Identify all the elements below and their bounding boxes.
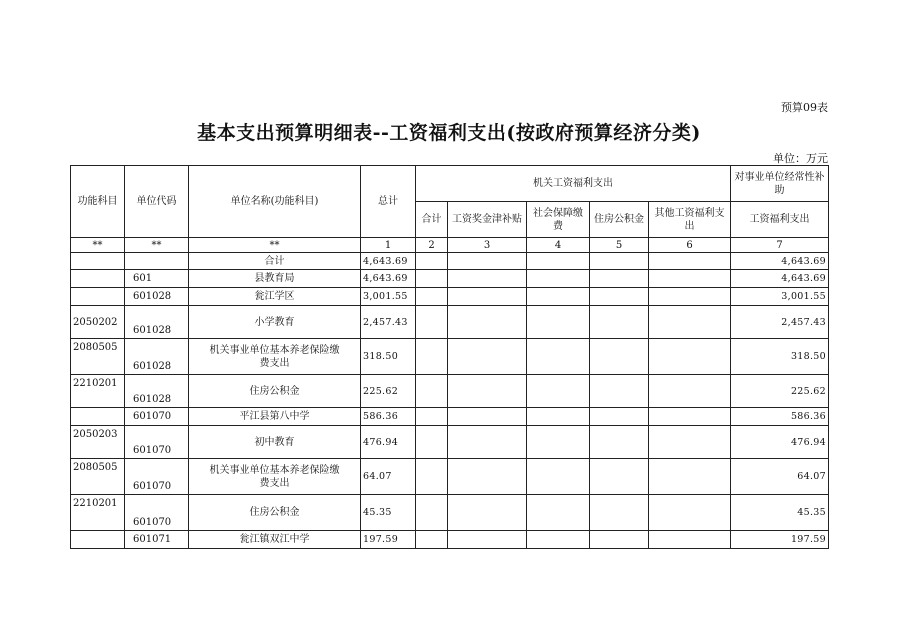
subsidy-cell: 318.50 <box>731 339 829 375</box>
index-cell: 3 <box>448 238 527 253</box>
budget-table <box>70 165 829 549</box>
empty-cell <box>649 495 731 531</box>
header-heji: 合计 <box>416 202 448 238</box>
empty-cell <box>527 288 590 306</box>
table-row <box>71 306 829 339</box>
table-row <box>71 531 829 549</box>
unit-code-cell: 601 <box>125 270 189 288</box>
total-cell: 45.35 <box>361 495 416 531</box>
unit-name-cell: 初中教育 <box>189 426 361 459</box>
header-subsidy-group: 对事业单位经常性补助 <box>731 166 829 202</box>
unit-name-cell: 住房公积金 <box>189 495 361 531</box>
unit-code-cell: 601028 <box>125 339 189 375</box>
document-title: 基本支出预算明细表--工资福利支出(按政府预算经济分类) <box>197 122 701 144</box>
header-agency-group: 机关工资福利支出 <box>416 166 731 202</box>
func-code-cell <box>71 531 125 549</box>
empty-cell <box>416 408 448 426</box>
func-code-cell <box>71 288 125 306</box>
index-cell: ** <box>125 238 189 253</box>
subsidy-cell: 476.94 <box>731 426 829 459</box>
table-row <box>71 426 829 459</box>
unit-code-cell: 601070 <box>125 495 189 531</box>
empty-cell <box>448 426 527 459</box>
unit-code-cell: 601070 <box>125 426 189 459</box>
total-cell: 4,643.69 <box>361 270 416 288</box>
unit-code-cell <box>125 253 189 270</box>
total-cell: 64.07 <box>361 459 416 495</box>
subsidy-cell: 64.07 <box>731 459 829 495</box>
unit-code-cell: 601070 <box>125 408 189 426</box>
total-cell: 2,457.43 <box>361 306 416 339</box>
empty-cell <box>649 253 731 270</box>
empty-cell <box>590 459 649 495</box>
subsidy-cell: 586.36 <box>731 408 829 426</box>
empty-cell <box>527 408 590 426</box>
empty-cell <box>590 306 649 339</box>
table-row <box>71 288 829 306</box>
empty-cell <box>590 339 649 375</box>
empty-cell <box>590 495 649 531</box>
empty-cell <box>649 408 731 426</box>
empty-cell <box>527 426 590 459</box>
empty-cell <box>416 339 448 375</box>
header-func-subject: 功能科目 <box>71 166 125 238</box>
total-cell: 3,001.55 <box>361 288 416 306</box>
empty-cell <box>649 270 731 288</box>
func-code-cell <box>71 408 125 426</box>
empty-cell <box>448 495 527 531</box>
header-unit-code: 单位代码 <box>125 166 189 238</box>
unit-code-cell: 601028 <box>125 288 189 306</box>
empty-cell <box>527 270 590 288</box>
table-number: 预算09表 <box>781 101 828 114</box>
header-salary: 工资奖金津补贴 <box>448 202 527 238</box>
unit-name-cell: 小学教育 <box>189 306 361 339</box>
empty-cell <box>649 375 731 408</box>
index-cell: ** <box>71 238 125 253</box>
empty-cell <box>649 306 731 339</box>
total-cell: 586.36 <box>361 408 416 426</box>
empty-cell <box>649 426 731 459</box>
empty-cell <box>416 375 448 408</box>
header-unit-name: 单位名称(功能科目) <box>189 166 361 238</box>
unit-name-cell: 机关事业单位基本养老保险缴费支出 <box>189 339 361 375</box>
table-row <box>71 339 829 375</box>
empty-cell <box>448 531 527 549</box>
table-row <box>71 495 829 531</box>
empty-cell <box>416 270 448 288</box>
unit-code-cell: 601028 <box>125 306 189 339</box>
table-row <box>71 270 829 288</box>
empty-cell <box>590 426 649 459</box>
unit-name-cell: 住房公积金 <box>189 375 361 408</box>
empty-cell <box>649 531 731 549</box>
empty-cell <box>649 339 731 375</box>
func-code-cell: 2080505 <box>71 339 125 375</box>
subsidy-cell: 4,643.69 <box>731 270 829 288</box>
total-cell: 318.50 <box>361 339 416 375</box>
total-cell: 4,643.69 <box>361 253 416 270</box>
unit-code-cell: 601028 <box>125 375 189 408</box>
func-code-cell: 2210201 <box>71 375 125 408</box>
func-code-cell <box>71 270 125 288</box>
subsidy-cell: 45.35 <box>731 495 829 531</box>
empty-cell <box>448 306 527 339</box>
unit-name-cell: 机关事业单位基本养老保险缴费支出 <box>189 459 361 495</box>
subsidy-cell: 225.62 <box>731 375 829 408</box>
unit-name-cell: 瓮江镇双江中学 <box>189 531 361 549</box>
empty-cell <box>448 339 527 375</box>
empty-cell <box>590 270 649 288</box>
unit-label: 单位：万元 <box>773 152 828 165</box>
empty-cell <box>527 459 590 495</box>
empty-cell <box>527 531 590 549</box>
func-code-cell: 2050203 <box>71 426 125 459</box>
empty-cell <box>448 408 527 426</box>
subsidy-cell: 4,643.69 <box>731 253 829 270</box>
func-code-cell <box>71 253 125 270</box>
unit-name-cell: 合计 <box>189 253 361 270</box>
empty-cell <box>448 459 527 495</box>
empty-cell <box>448 375 527 408</box>
empty-cell <box>649 459 731 495</box>
empty-cell <box>416 253 448 270</box>
index-cell: 2 <box>416 238 448 253</box>
empty-cell <box>527 339 590 375</box>
empty-cell <box>590 288 649 306</box>
empty-cell <box>416 306 448 339</box>
table-row <box>71 459 829 495</box>
header-social: 社会保障缴费 <box>527 202 590 238</box>
empty-cell <box>590 531 649 549</box>
empty-cell <box>649 288 731 306</box>
empty-cell <box>416 495 448 531</box>
header-subsidy-salary: 工资福利支出 <box>731 202 829 238</box>
func-code-cell: 2080505 <box>71 459 125 495</box>
unit-code-cell: 601070 <box>125 459 189 495</box>
empty-cell <box>448 270 527 288</box>
empty-cell <box>527 306 590 339</box>
func-code-cell: 2210201 <box>71 495 125 531</box>
subsidy-cell: 2,457.43 <box>731 306 829 339</box>
empty-cell <box>590 408 649 426</box>
empty-cell <box>416 531 448 549</box>
index-cell: 4 <box>527 238 590 253</box>
empty-cell <box>527 375 590 408</box>
total-cell: 197.59 <box>361 531 416 549</box>
unit-name-cell: 平江县第八中学 <box>189 408 361 426</box>
header-total: 总计 <box>361 166 416 238</box>
unit-name-cell: 瓮江学区 <box>189 288 361 306</box>
index-cell: ** <box>189 238 361 253</box>
unit-code-cell: 601071 <box>125 531 189 549</box>
table-row <box>71 253 829 270</box>
empty-cell <box>416 426 448 459</box>
unit-name-cell: 县教育局 <box>189 270 361 288</box>
index-cell: 7 <box>731 238 829 253</box>
empty-cell <box>416 459 448 495</box>
empty-cell <box>527 253 590 270</box>
subsidy-cell: 3,001.55 <box>731 288 829 306</box>
total-cell: 476.94 <box>361 426 416 459</box>
table-row <box>71 408 829 426</box>
empty-cell <box>448 253 527 270</box>
empty-cell <box>590 375 649 408</box>
index-cell: 1 <box>361 238 416 253</box>
empty-cell <box>448 288 527 306</box>
empty-cell <box>527 495 590 531</box>
index-cell: 6 <box>649 238 731 253</box>
index-cell: 5 <box>590 238 649 253</box>
subsidy-cell: 197.59 <box>731 531 829 549</box>
table-row <box>71 375 829 408</box>
header-housing: 住房公积金 <box>590 202 649 238</box>
func-code-cell: 2050202 <box>71 306 125 339</box>
empty-cell <box>416 288 448 306</box>
empty-cell <box>590 253 649 270</box>
header-other: 其他工资福利支出 <box>649 202 731 238</box>
total-cell: 225.62 <box>361 375 416 408</box>
